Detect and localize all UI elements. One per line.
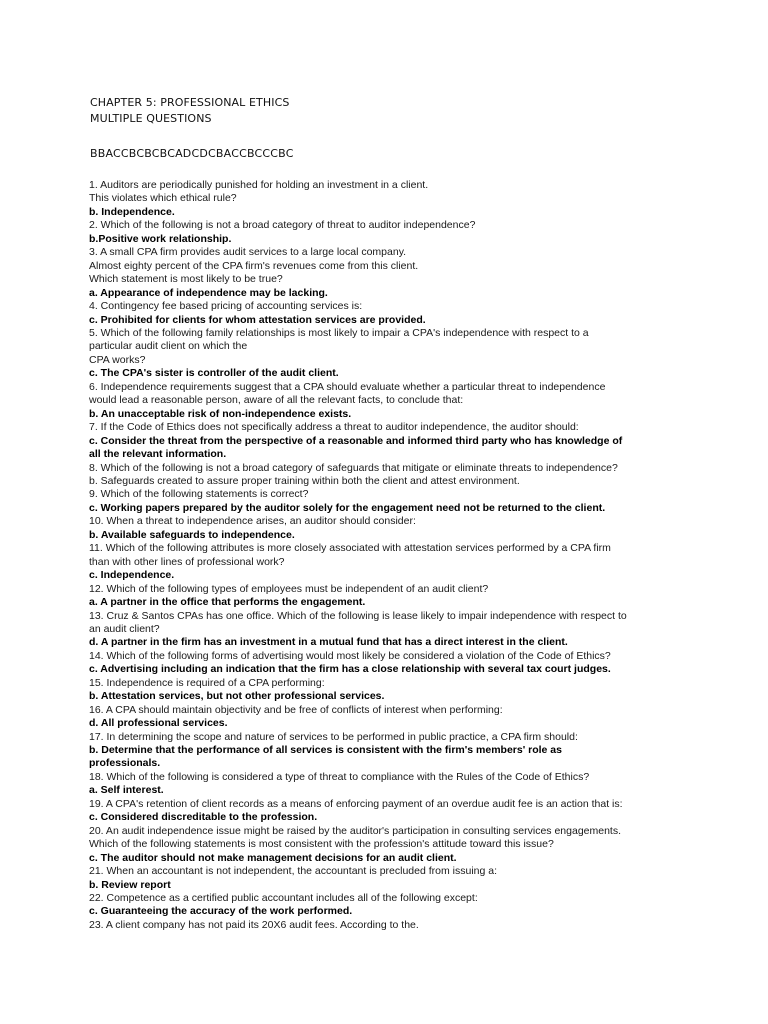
answer-line: c. The CPA's sister is controller of the audit client. bbox=[89, 367, 339, 380]
question-line: This violates which ethical rule? bbox=[89, 192, 237, 205]
question-line: 4. Contingency fee based pricing of accounting services is: bbox=[89, 300, 363, 313]
answer-line: b.Positive work relationship. bbox=[89, 232, 232, 245]
question-line: 20. An audit independence issue might be raised by the auditor's participation in consulting services engagements. bbox=[89, 824, 622, 837]
question-line: an audit client? bbox=[89, 622, 160, 635]
question-line: 16. A CPA should maintain objectivity and be free of conflicts of interest when performing: bbox=[89, 703, 503, 716]
question-line: Which of the following statements is most consistent with the profession's attitude toward this issue? bbox=[89, 838, 554, 851]
question-line: 9. Which of the following statements is correct? bbox=[89, 488, 309, 501]
answer-line: a. A partner in the office that performs the engagement. bbox=[89, 596, 366, 609]
answer-line: a. Appearance of independence may be lacking. bbox=[89, 286, 328, 299]
question-line: 23. A client company has not paid its 20X6 audit fees. According to the. bbox=[89, 918, 419, 931]
answer-line: c. Advertising including an indication that the firm has a close relationship with several tax court judges. bbox=[89, 663, 611, 676]
answer-line: c. Independence. bbox=[89, 569, 175, 582]
section-subtitle: MULTIPLE QUESTIONS bbox=[90, 112, 212, 125]
answer-line: d. A partner in the firm has an investment in a mutual fund that has a direct interest in the client. bbox=[89, 636, 568, 649]
answer-line: c. Consider the threat from the perspective of a reasonable and informed third party who has knowledge of bbox=[89, 434, 623, 447]
question-list bbox=[89, 179, 689, 932]
question-line: particular audit client on which the bbox=[89, 340, 248, 353]
question-line: 1. Auditors are periodically punished for holding an investment in a client. bbox=[89, 179, 429, 191]
answer-line: c. Considered discreditable to the profession. bbox=[89, 811, 318, 824]
answer-line: b. Attestation services, but not other professional services. bbox=[89, 690, 385, 703]
question-line: 10. When a threat to independence arises, an auditor should consider: bbox=[89, 515, 416, 528]
answer-key: BBACCBCBCBCADCDCBACCBCCCBC bbox=[90, 147, 294, 160]
answer-line: d. All professional services. bbox=[89, 717, 228, 730]
question-line: 13. Cruz & Santos CPAs has one office. Which of the following is lease likely to impair independence with respect to bbox=[89, 609, 627, 622]
answer-line: c. The auditor should not make management decisions for an audit client. bbox=[89, 851, 457, 864]
answer-line: all the relevant information. bbox=[89, 448, 227, 461]
answer-line: b. An unacceptable risk of non-independence exists. bbox=[89, 407, 352, 420]
question-line: 12. Which of the following types of employees must be independent of an audit client? bbox=[89, 582, 489, 595]
question-line: 8. Which of the following is not a broad category of safeguards that mitigate or eliminate threats to independence? bbox=[89, 461, 618, 474]
answer-line: b. Review report bbox=[89, 878, 171, 891]
question-line: 22. Competence as a certified public accountant includes all of the following except: bbox=[89, 892, 478, 905]
question-line: 18. Which of the following is considered a type of threat to compliance with the Rules of the Code of Ethics? bbox=[89, 770, 590, 783]
answer-line: b. Determine that the performance of all services is consistent with the firm's members' role as bbox=[89, 744, 562, 757]
question-line: 6. Independence requirements suggest that a CPA should evaluate whether a particular threat to independence bbox=[89, 380, 606, 393]
question-line: 11. Which of the following attributes is more closely associated with attestation services performed by a CPA firm bbox=[89, 542, 611, 555]
question-line: than with other lines of professional work? bbox=[89, 555, 285, 568]
question-line: 7. If the Code of Ethics does not specifically address a threat to auditor independence, the auditor should: bbox=[89, 421, 579, 434]
answer-line: a. Self interest. bbox=[89, 784, 164, 797]
answer-line: b. Independence. bbox=[89, 205, 175, 218]
question-line: 3. A small CPA firm provides audit services to a large local company. bbox=[89, 246, 407, 259]
question-line: 14. Which of the following forms of advertising would most likely be considered a violation of the Code of Ethics? bbox=[89, 649, 611, 662]
question-line: 19. A CPA's retention of client records as a means of enforcing payment of an overdue audit fee is an action that is: bbox=[89, 797, 623, 810]
question-line: would lead a reasonable person, aware of all the relevant facts, to conclude that: bbox=[89, 394, 464, 407]
answer-line: c. Working papers prepared by the auditor solely for the engagement need not be returned to the client. bbox=[89, 501, 606, 514]
question-line: 21. When an accountant is not independent, the accountant is precluded from issuing a: bbox=[89, 865, 498, 878]
question-line: 2. Which of the following is not a broad category of threat to auditor independence? bbox=[89, 219, 476, 232]
question-line: 5. Which of the following family relationships is most likely to impair a CPA's independence with respect to a bbox=[89, 326, 589, 339]
question-line: 15. Independence is required of a CPA performing: bbox=[89, 676, 325, 689]
question-line: Which statement is most likely to be true? bbox=[89, 273, 283, 286]
answer-line: c. Guaranteeing the accuracy of the work performed. bbox=[89, 905, 353, 918]
chapter-title: CHAPTER 5: PROFESSIONAL ETHICS bbox=[90, 96, 290, 109]
question-line: CPA works? bbox=[89, 353, 146, 366]
question-line: Almost eighty percent of the CPA firm's revenues come from this client. bbox=[89, 259, 419, 272]
answer-line: c. Prohibited for clients for whom attestation services are provided. bbox=[89, 313, 426, 326]
question-line: 17. In determining the scope and nature of services to be performed in public practice, a CPA firm should: bbox=[89, 730, 578, 743]
answer-line: b. Available safeguards to independence. bbox=[89, 528, 295, 541]
answer-line: professionals. bbox=[89, 757, 161, 770]
question-line: b. Safeguards created to assure proper training within both the client and attest environment. bbox=[89, 474, 520, 487]
